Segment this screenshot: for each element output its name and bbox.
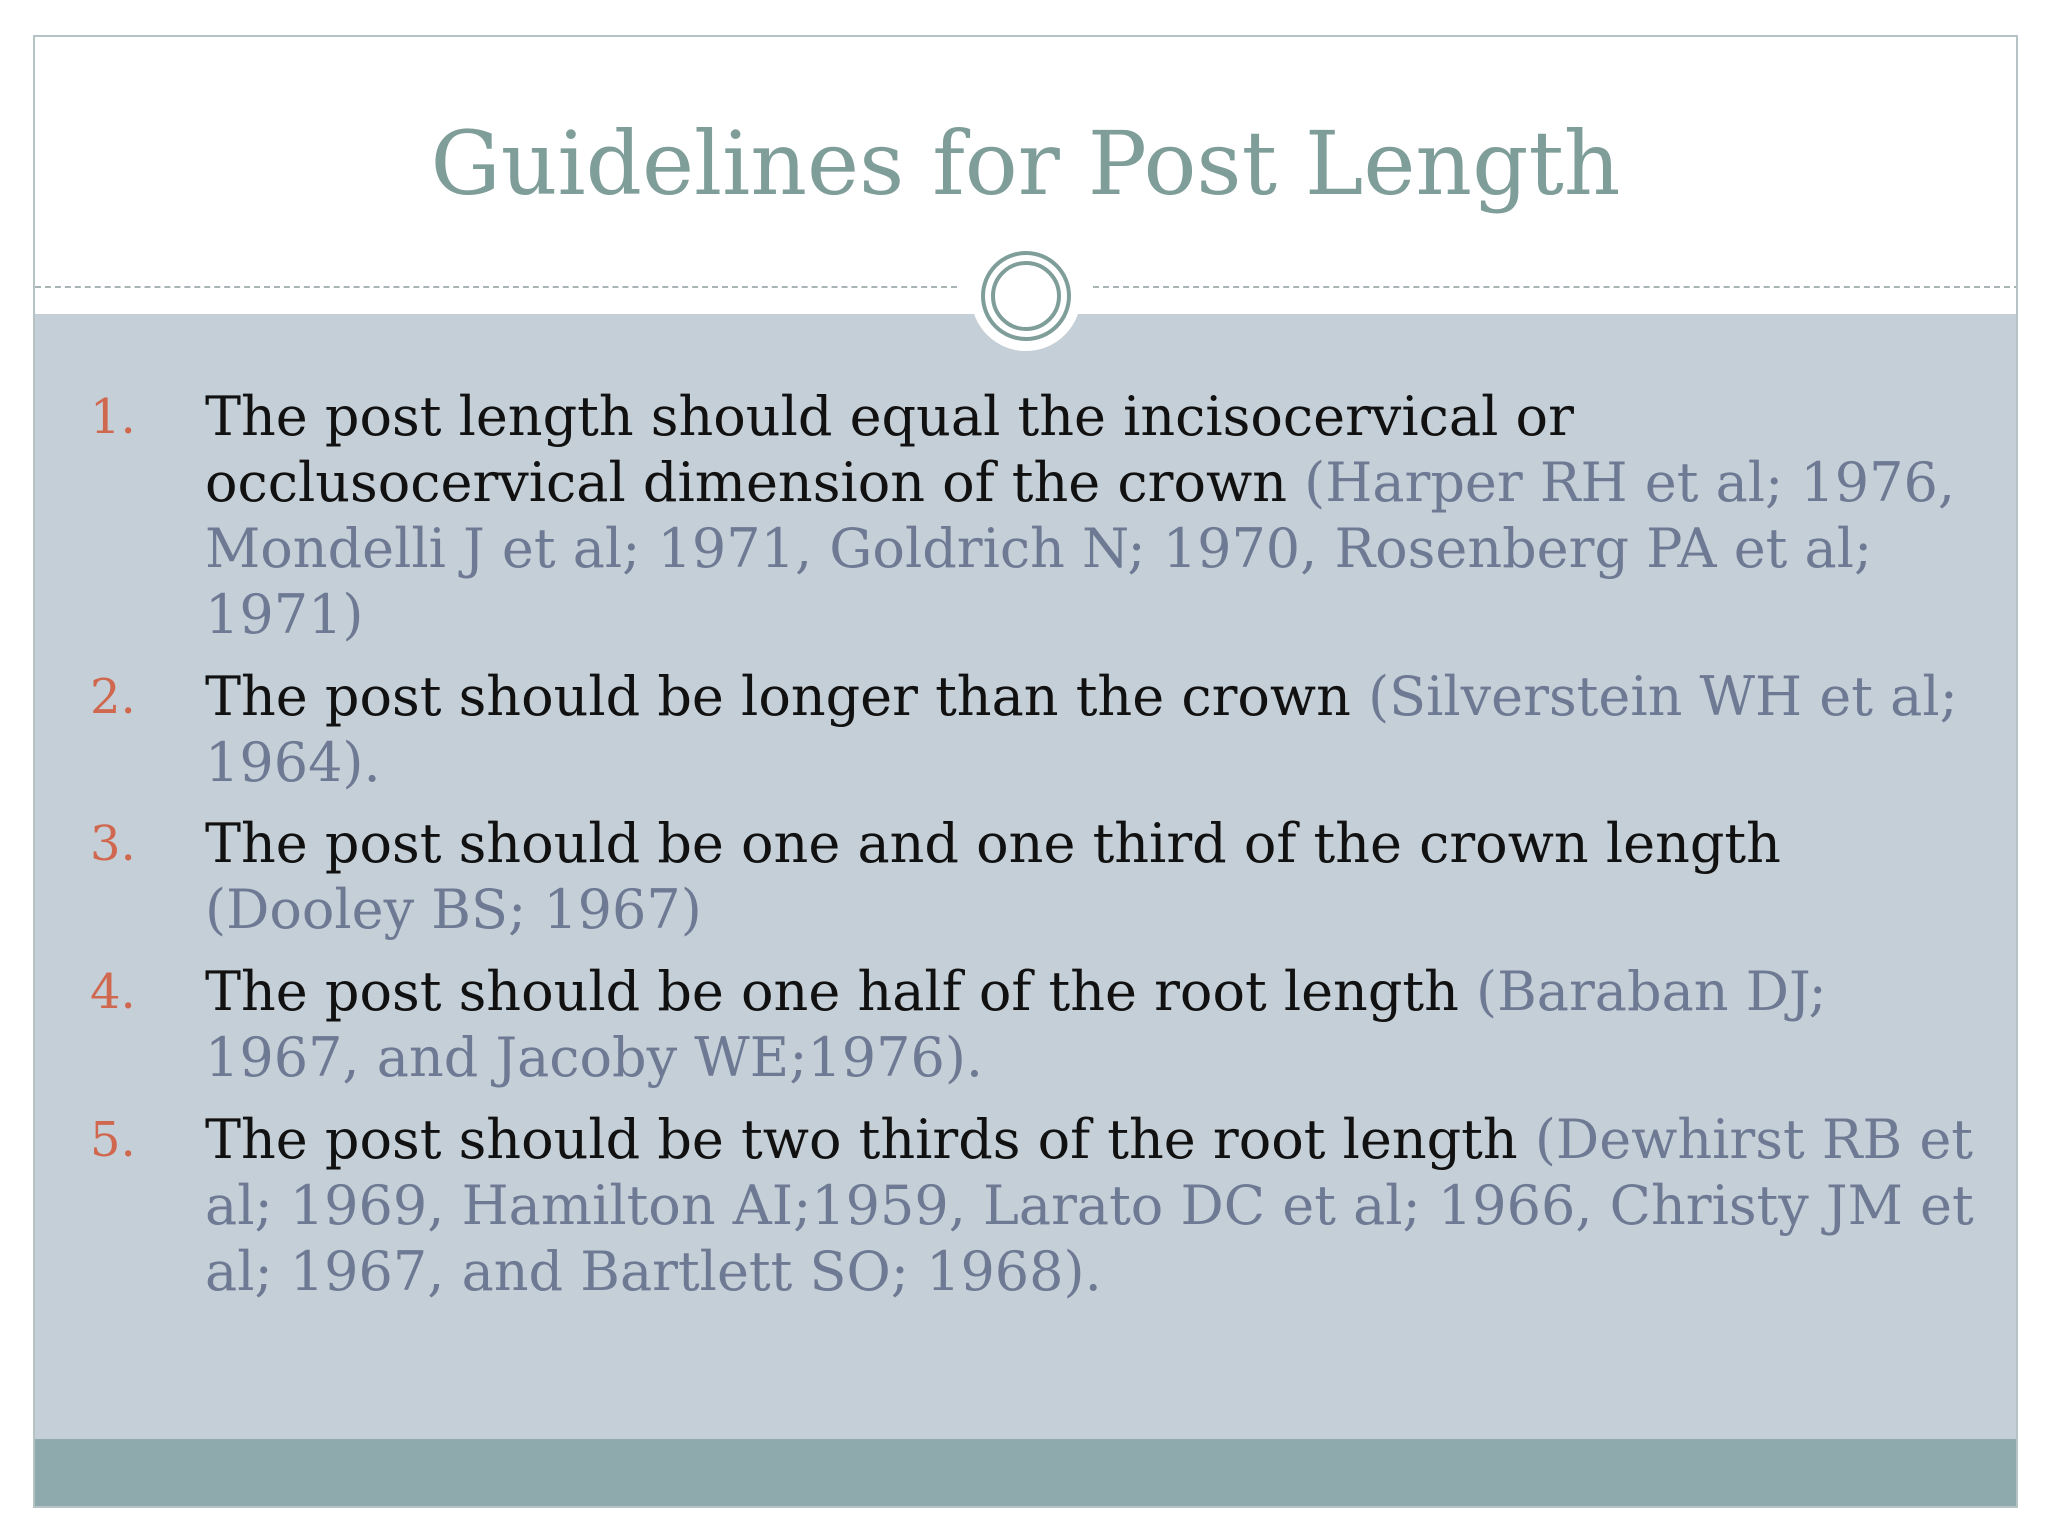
guideline-text: The post should be one and one third of the crown length [205, 812, 1781, 875]
item-text [205, 959, 1995, 1091]
citation-text: (Baraban DJ; 1967, and Jacoby WE;1976). [205, 960, 1827, 1089]
item-text [205, 1107, 1995, 1305]
item-number: 3. [90, 816, 136, 872]
citation-text: (Dewhirst RB et al; 1969, Hamilton AI;1959, Larato DC et al; 1966, Christy JM et al; 1967, and Bartlett SO; 1968). [205, 1108, 1974, 1303]
slide [33, 35, 2018, 1508]
guideline-text: The post length should equal the incisocervical or occlusocervical dimension of the crown [205, 385, 1574, 514]
slide-title: Guidelines for Post Length [430, 112, 1621, 215]
title-divider-left [35, 286, 957, 288]
item-number: 4. [90, 964, 136, 1020]
title-divider-right [1093, 286, 2018, 288]
double-circle-icon [971, 241, 1081, 351]
item-number: 5. [90, 1112, 136, 1168]
item-number: 1. [90, 389, 136, 445]
ornament-inner-ring [991, 261, 1061, 331]
item-text [205, 811, 1995, 943]
item-text [205, 384, 1995, 648]
citation-text: (Silverstein WH et al; 1964). [205, 665, 1958, 794]
item-number: 2. [90, 669, 136, 725]
footer-band [35, 1439, 2016, 1508]
guideline-list [35, 314, 2016, 1439]
citation-text: (Harper RH et al; 1976, Mondelli J et al; 1971, Goldrich N; 1970, Rosenberg PA et al; 1971) [205, 451, 1955, 646]
guideline-text: The post should be longer than the crown [205, 665, 1351, 728]
citation-text: (Dooley BS; 1967) [205, 878, 702, 941]
guideline-text: The post should be two thirds of the root length [205, 1108, 1518, 1171]
content-area [35, 314, 2016, 1439]
guideline-text: The post should be one half of the root length [205, 960, 1459, 1023]
item-text [205, 664, 1995, 796]
